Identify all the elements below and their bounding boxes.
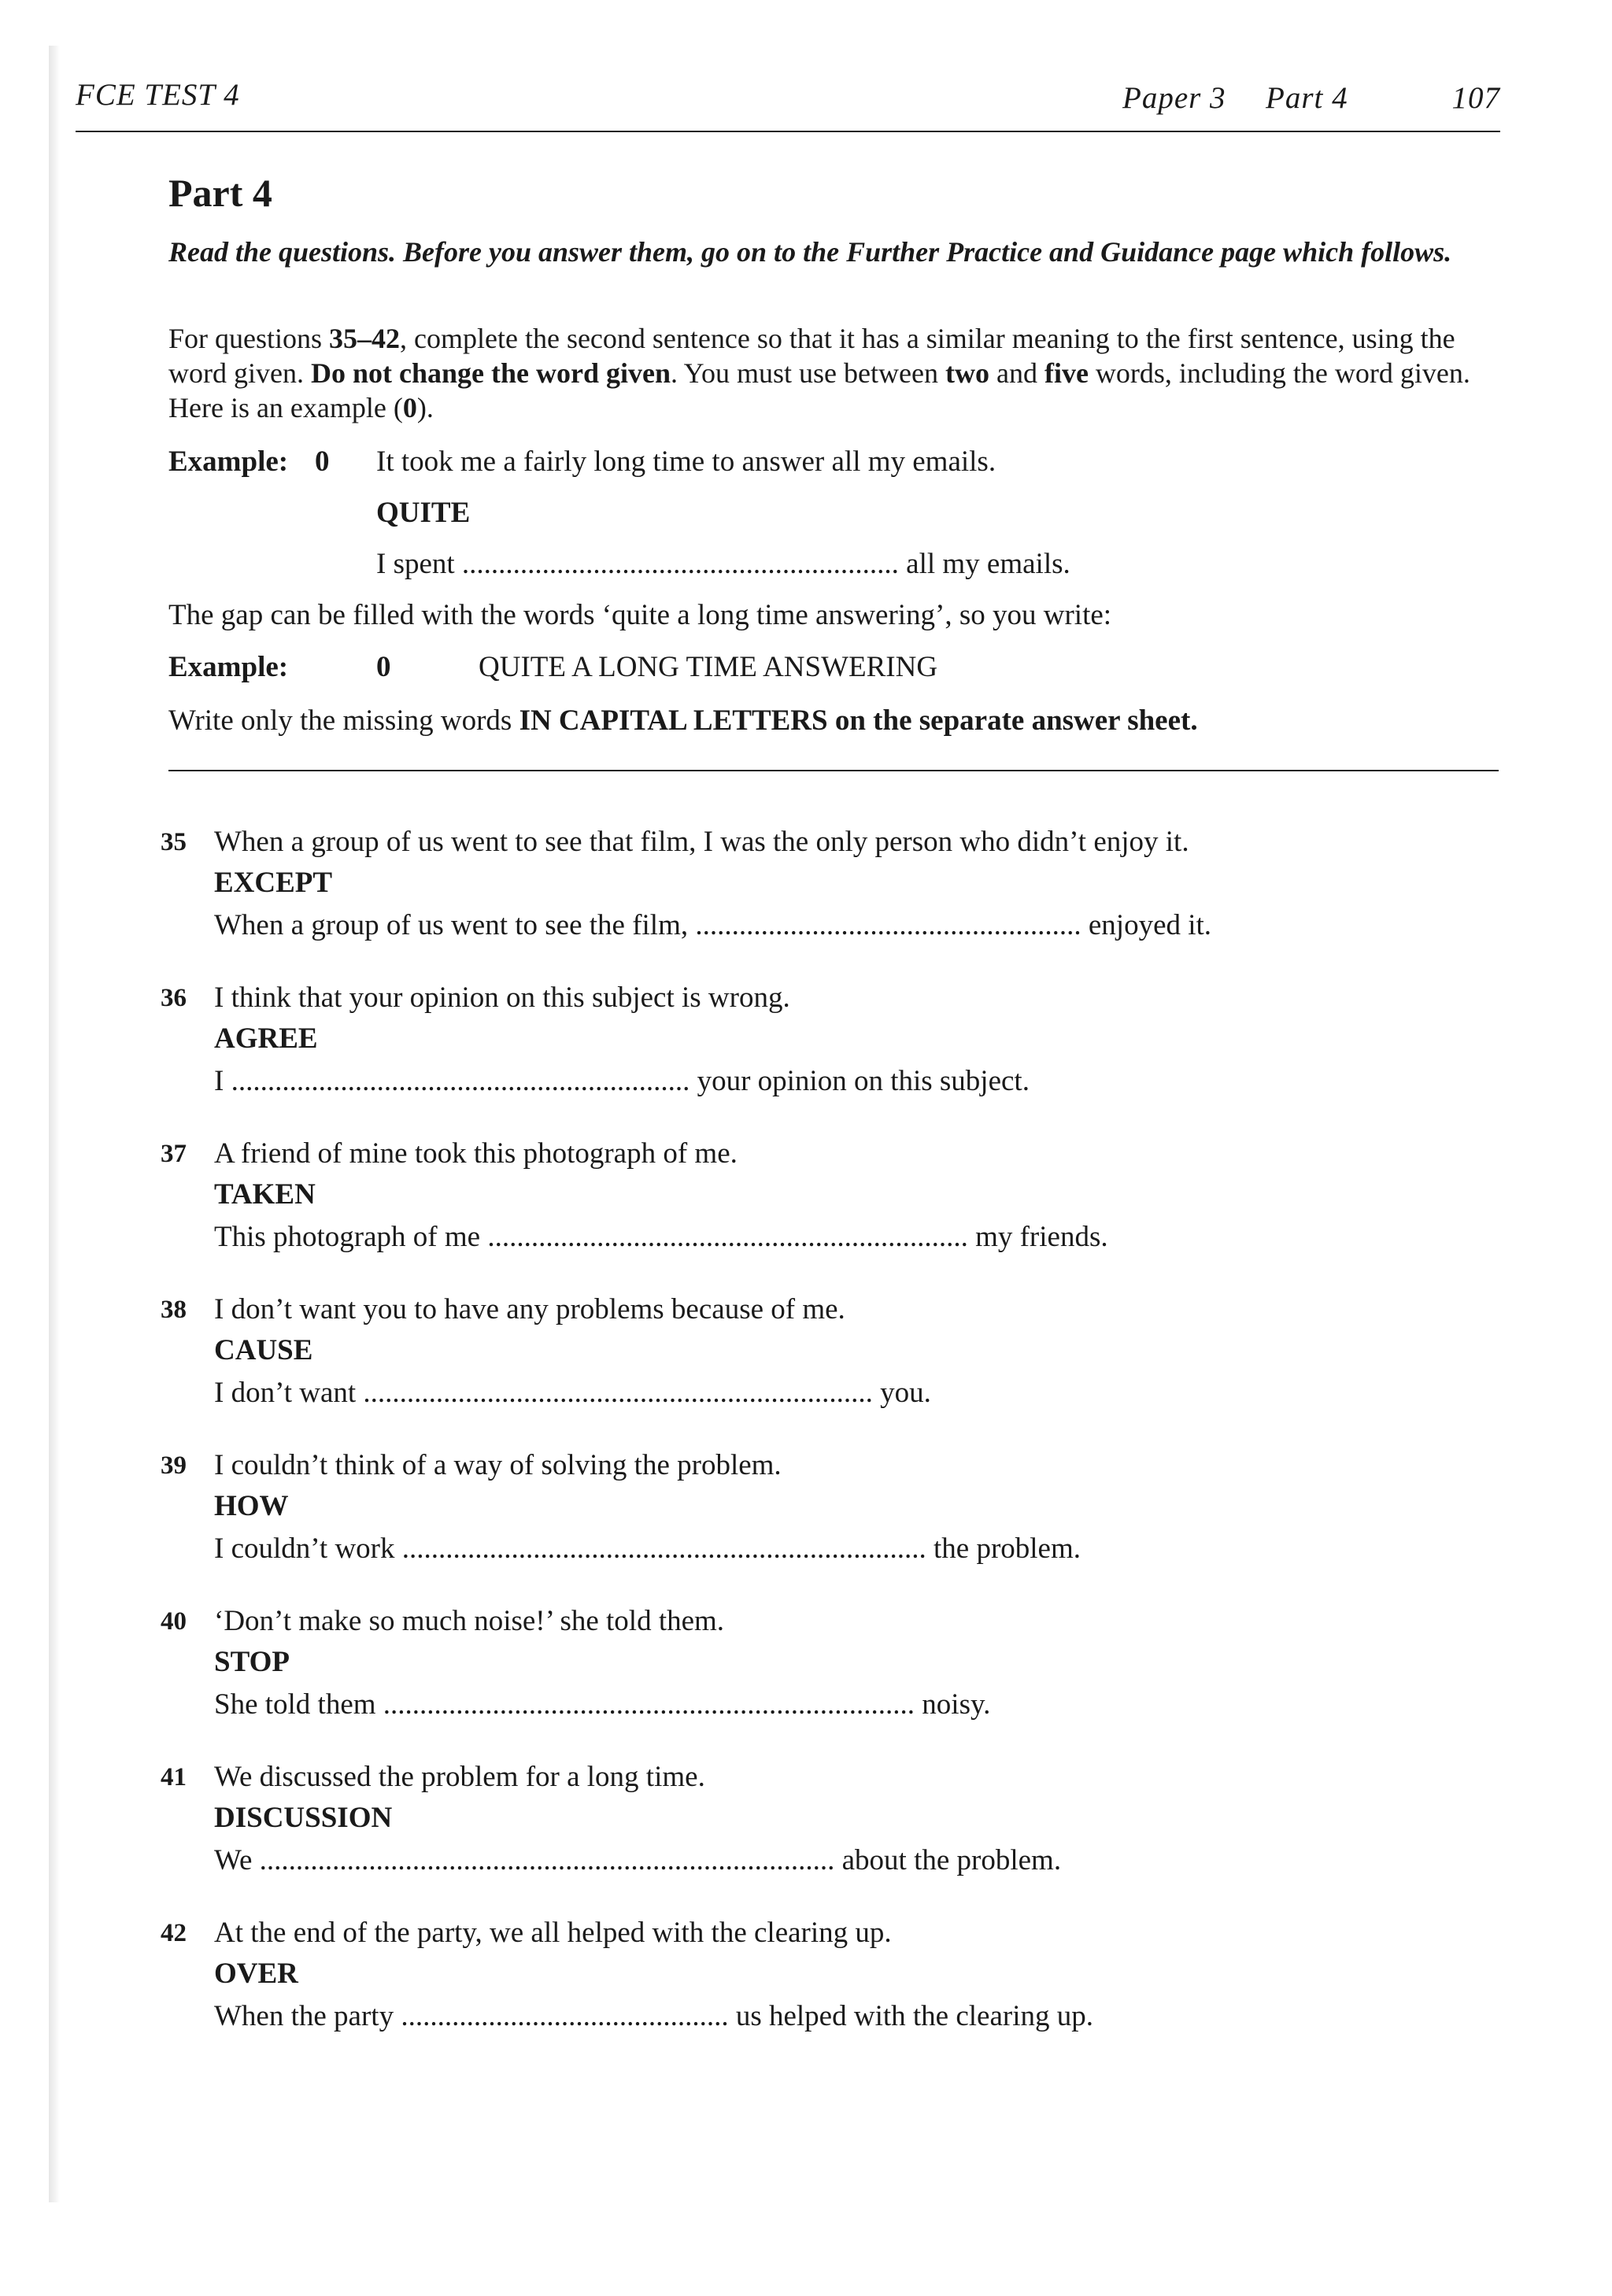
min-words: two [945,357,989,389]
header-rule [76,131,1500,132]
running-head-test: FCE TEST 4 [76,78,240,112]
question-item [161,1913,1499,2055]
running-head [76,77,1500,121]
question-item [161,1758,1499,1899]
question-item [161,1290,1499,1432]
question-sentence: We discussed the problem for a long time. [214,1761,705,1793]
answer-gap-line[interactable]: I ............................................................... your opinion on this subject. [214,1065,1030,1097]
final-instruction [168,704,1198,738]
question-number: 42 [161,1919,187,1947]
question-keyword: AGREE [214,1022,318,1055]
part-title: Part 4 [168,171,272,215]
page-binding-shadow [49,46,60,2202]
instructions-text-4: and [989,357,1044,389]
page-number: 107 [1451,81,1500,115]
question-keyword: EXCEPT [214,867,333,899]
final-instruction-bold: IN CAPITAL LETTERS on the separate answer sheet. [519,704,1198,737]
question-item [161,978,1499,1120]
question-keyword: HOW [214,1490,289,1522]
example-number: 0 [315,446,330,478]
question-keyword: STOP [214,1646,290,1678]
question-number: 36 [161,984,187,1012]
do-not-change-warning: Do not change the word given [310,357,671,389]
instructions-text-2: , complete the second sentence so that it has a similar meaning to the first sentence, using the word given. [168,323,1455,389]
question-item [161,1446,1499,1588]
example-sentence: It took me a fairly long time to answer all my emails. [376,446,996,478]
instructions-text-5: words, including the word given. Here is an example ( [168,357,1470,423]
answer-gap-line[interactable]: We ............................................................................... about the problem. [214,1844,1062,1876]
instructions-text-6: ). [416,392,434,423]
question-keyword: TAKEN [214,1178,316,1211]
running-head-part: Part 4 [1266,81,1348,115]
answer-gap-line[interactable]: I couldn’t work ........................................................................ the problem. [214,1533,1081,1565]
example-label: Example: [168,446,289,478]
answer-gap-line[interactable]: This photograph of me .................................................................. my friends. [214,1221,1108,1253]
answer-gap-line[interactable]: When a group of us went to see the film, ..................................................... enjoyed it. [214,909,1212,941]
instructions-paragraph [168,321,1507,425]
question-keyword: OVER [214,1958,298,1990]
question-number: 41 [161,1763,187,1791]
instructions-text-1: For questions [168,323,330,354]
answer-gap-line[interactable]: She told them ......................................................................... noisy. [214,1688,991,1721]
italic-instruction: Read the questions. Before you answer them, go on to the Further Practice and Guidance page which follows. [168,236,1452,268]
question-number: 37 [161,1140,187,1168]
section-divider [168,770,1499,771]
example-answer: QUITE A LONG TIME ANSWERING [479,651,938,683]
question-keyword: CAUSE [214,1334,313,1366]
question-sentence: A friend of mine took this photograph of me. [214,1137,738,1170]
question-item [161,1602,1499,1743]
answer-gap-line[interactable]: When the party ............................................. us helped with the clearing up. [214,2000,1093,2032]
question-sentence: I think that your opinion on this subject is wrong. [214,982,790,1014]
question-sentence: I don’t want you to have any problems because of me. [214,1293,845,1325]
final-instruction-text: Write only the missing words [168,704,519,737]
question-keyword: DISCUSSION [214,1802,393,1834]
question-item [161,1134,1499,1276]
question-number: 38 [161,1296,187,1324]
question-sentence: I couldn’t think of a way of solving the problem. [214,1449,782,1481]
example-explanation: The gap can be filled with the words ‘quite a long time answering’, so you write: [168,599,1112,631]
answer-gap-line[interactable]: I don’t want ...................................................................... you. [214,1377,931,1409]
example-keyword: QUITE [376,497,471,529]
question-range: 35–42 [329,323,401,354]
question-number: 39 [161,1451,187,1480]
running-head-paper: Paper 3 [1122,81,1226,115]
max-words: five [1044,357,1089,389]
question-number: 40 [161,1607,187,1636]
instructions-text-3: . You must use between [670,357,945,389]
question-sentence: When a group of us went to see that film, I was the only person who didn’t enjoy it. [214,826,1189,858]
question-item [161,823,1499,964]
example-answer-number: 0 [376,651,391,683]
example-zero: 0 [402,392,417,423]
example-answer-line: I spent ............................................................ all my emails. [376,548,1070,580]
question-number: 35 [161,828,187,856]
question-sentence: At the end of the party, we all helped with the clearing up. [214,1917,892,1949]
question-sentence: ‘Don’t make so much noise!’ she told them. [214,1605,725,1637]
example-answer-label: Example: [168,651,289,683]
